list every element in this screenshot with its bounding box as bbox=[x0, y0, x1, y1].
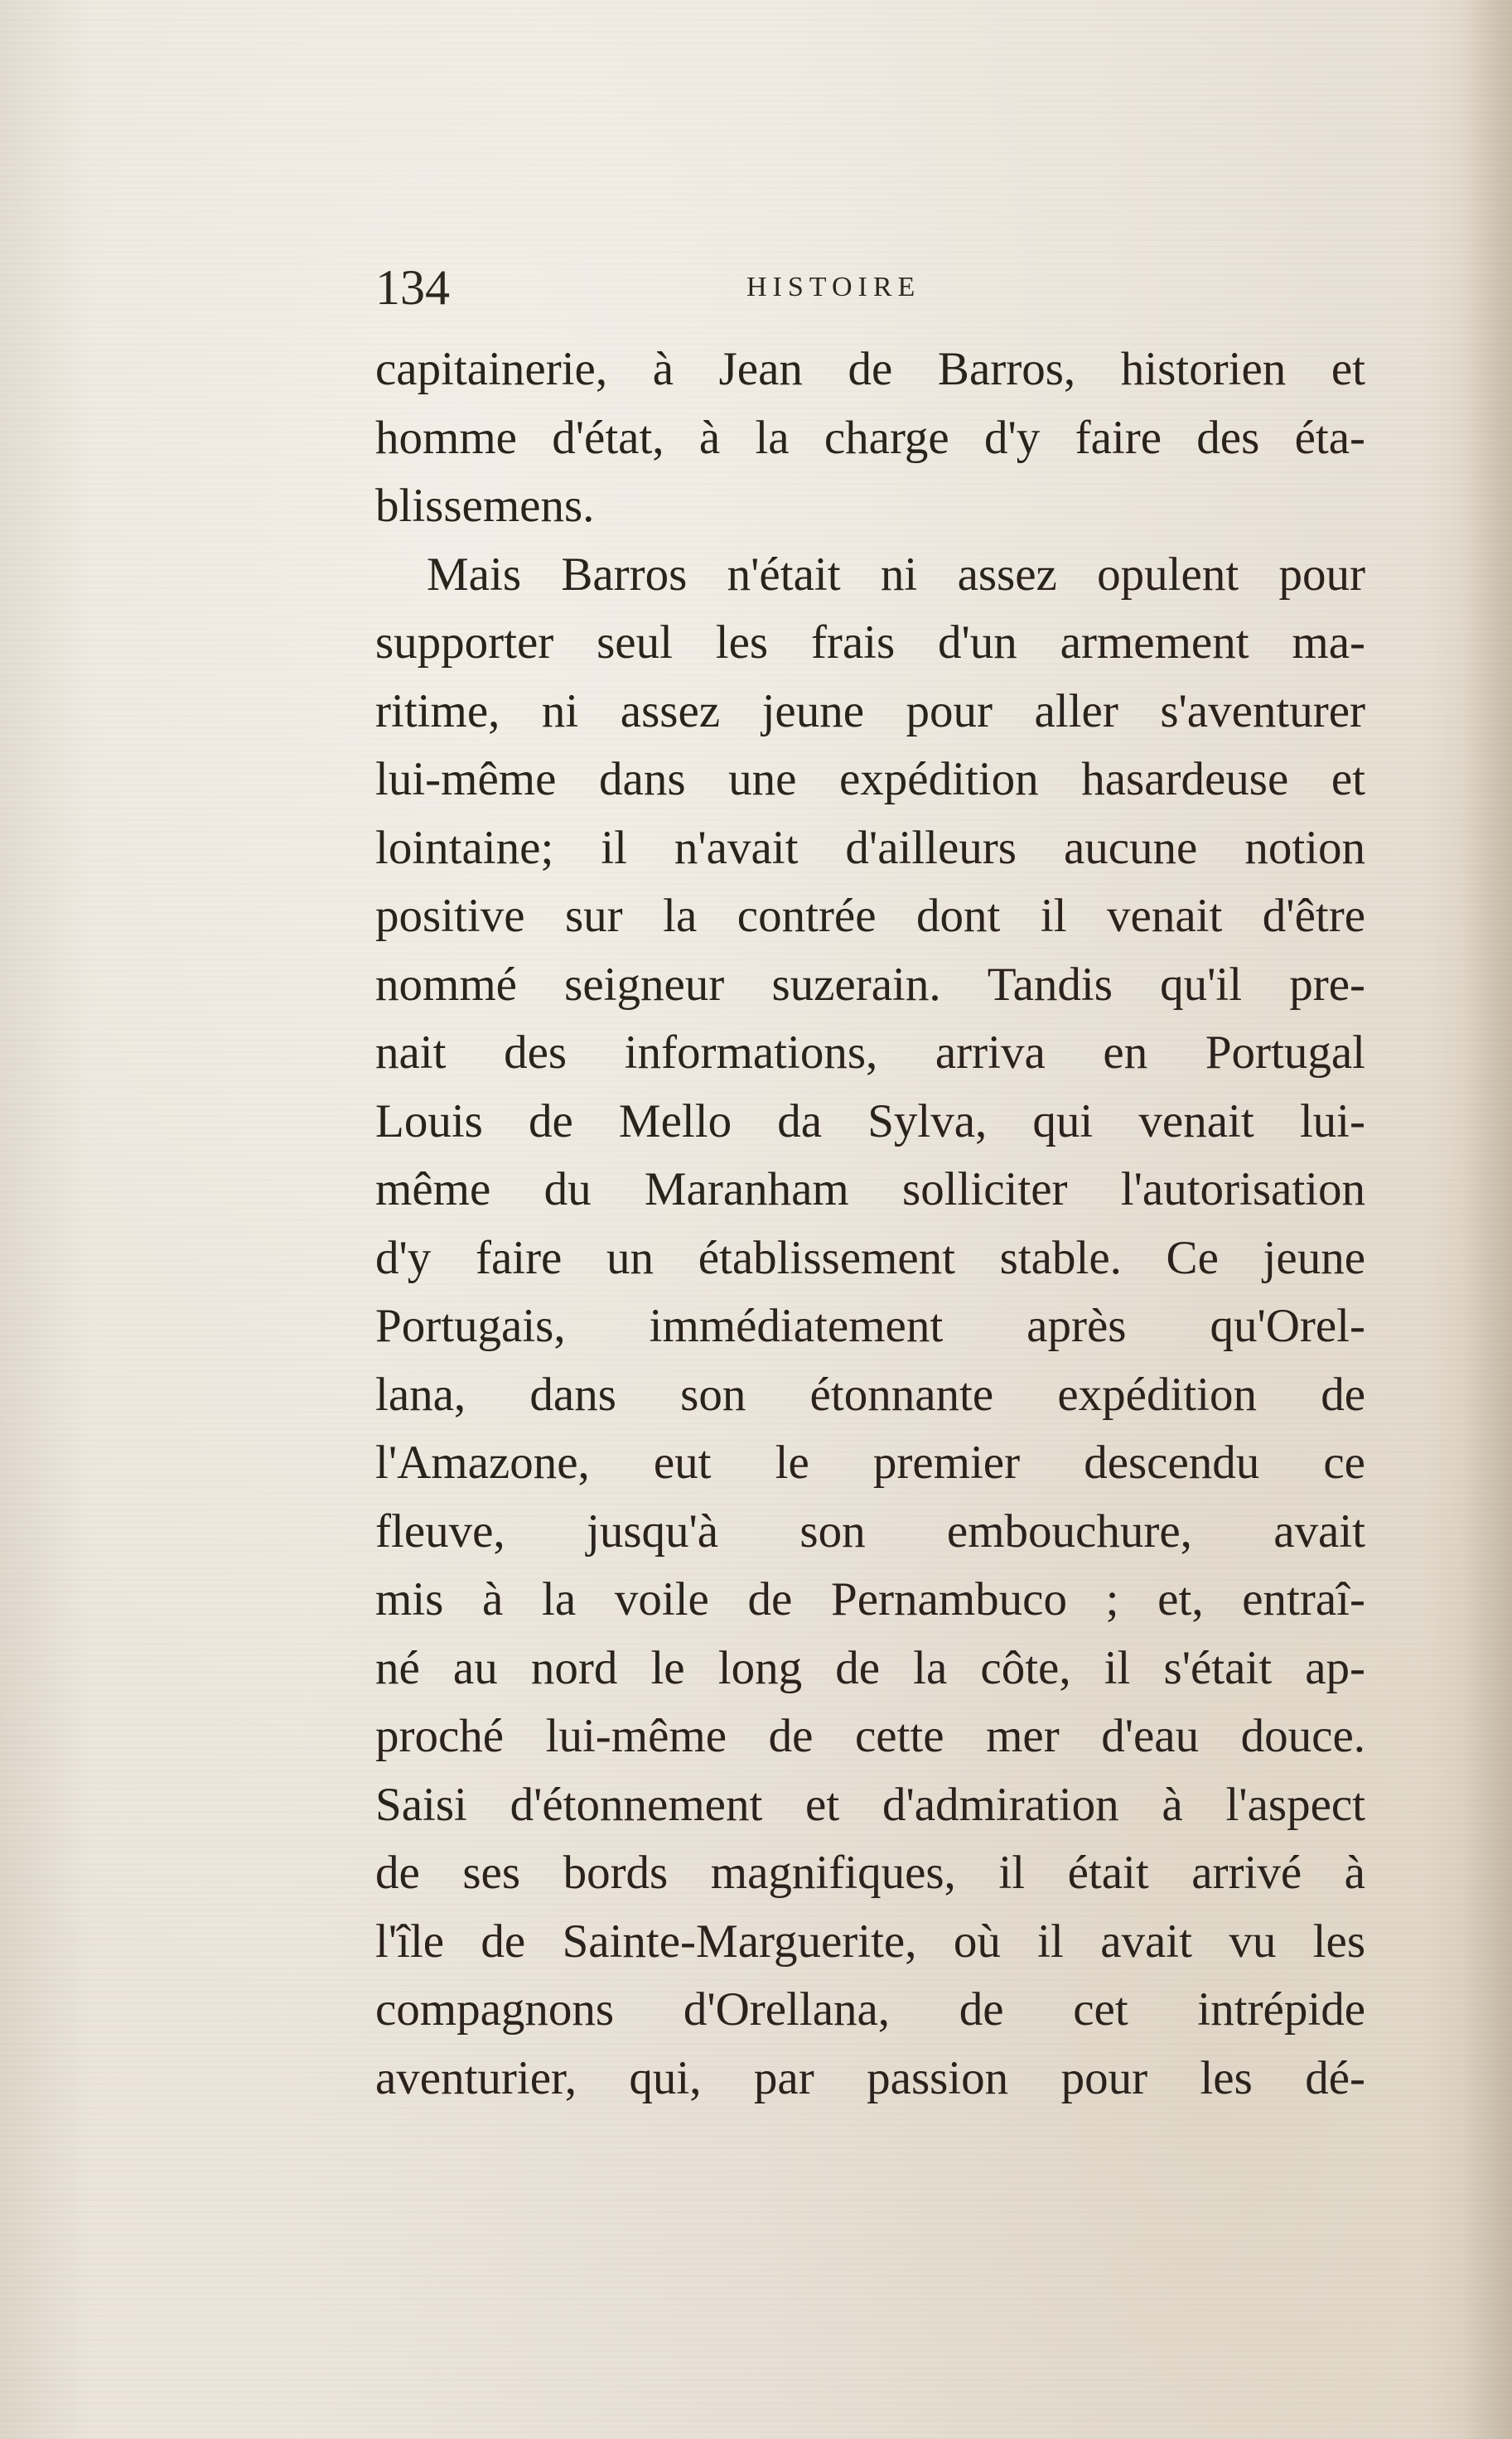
page-number: 134 bbox=[375, 260, 450, 315]
text-line: mis à la voile de Pernambuco ; et, entraî- bbox=[375, 1573, 1365, 1625]
text-line: lui-même dans une expédition hasardeuse et bbox=[375, 753, 1365, 805]
text-line: ritime, ni assez jeune pour aller s'aventurer bbox=[375, 684, 1365, 737]
text-line: aventurier, qui, par passion pour les dé- bbox=[375, 2051, 1365, 2104]
text-line: l'île de Sainte-Marguerite, où il avait vu les bbox=[375, 1915, 1365, 1968]
body-text bbox=[375, 336, 1365, 2113]
text-line: Portugais, immédiatement après qu'Orel- bbox=[375, 1300, 1365, 1352]
text-line: capitainerie, à Jean de Barros, historien et bbox=[375, 343, 1365, 395]
text-line: homme d'état, à la charge d'y faire des éta- bbox=[375, 411, 1365, 464]
text-line: nommé seigneur suzerain. Tandis qu'il pre- bbox=[375, 958, 1365, 1011]
text-line: blissemens. bbox=[375, 480, 595, 532]
text-line: lointaine; il n'avait d'ailleurs aucune notion bbox=[375, 821, 1365, 874]
text-line: Louis de Mello da Sylva, qui venait lui- bbox=[375, 1094, 1365, 1147]
page-edge-shadow bbox=[1462, 0, 1512, 2439]
text-line: lana, dans son étonnante expédition de bbox=[375, 1368, 1365, 1421]
text-line: Mais Barros n'était ni assez opulent pour bbox=[427, 548, 1365, 601]
text-line: fleuve, jusqu'à son embouchure, avait bbox=[375, 1504, 1365, 1558]
text-line: positive sur la contrée dont il venait d'être bbox=[375, 890, 1365, 942]
text-line: compagnons d'Orellana, de cet intrépide bbox=[375, 1983, 1365, 2036]
running-head: HISTOIRE bbox=[746, 272, 921, 302]
text-line: de ses bords magnifiques, il était arrivé à bbox=[375, 1847, 1365, 1899]
text-line: d'y faire un établissement stable. Ce jeune bbox=[375, 1231, 1365, 1284]
text-line: nait des informations, arriva en Portugal bbox=[375, 1026, 1365, 1079]
text-line: proché lui-même de cette mer d'eau douce. bbox=[375, 1710, 1365, 1762]
page-header bbox=[375, 250, 1369, 325]
text-line: supporter seul les frais d'un armement ma- bbox=[375, 616, 1365, 669]
text-line: Saisi d'étonnement et d'admiration à l'aspect bbox=[375, 1778, 1365, 1831]
text-line: l'Amazone, eut le premier descendu ce bbox=[375, 1437, 1365, 1489]
text-line: né au nord le long de la côte, il s'était ap- bbox=[375, 1641, 1365, 1694]
text-line: même du Maranham solliciter l'autorisation bbox=[375, 1163, 1365, 1215]
